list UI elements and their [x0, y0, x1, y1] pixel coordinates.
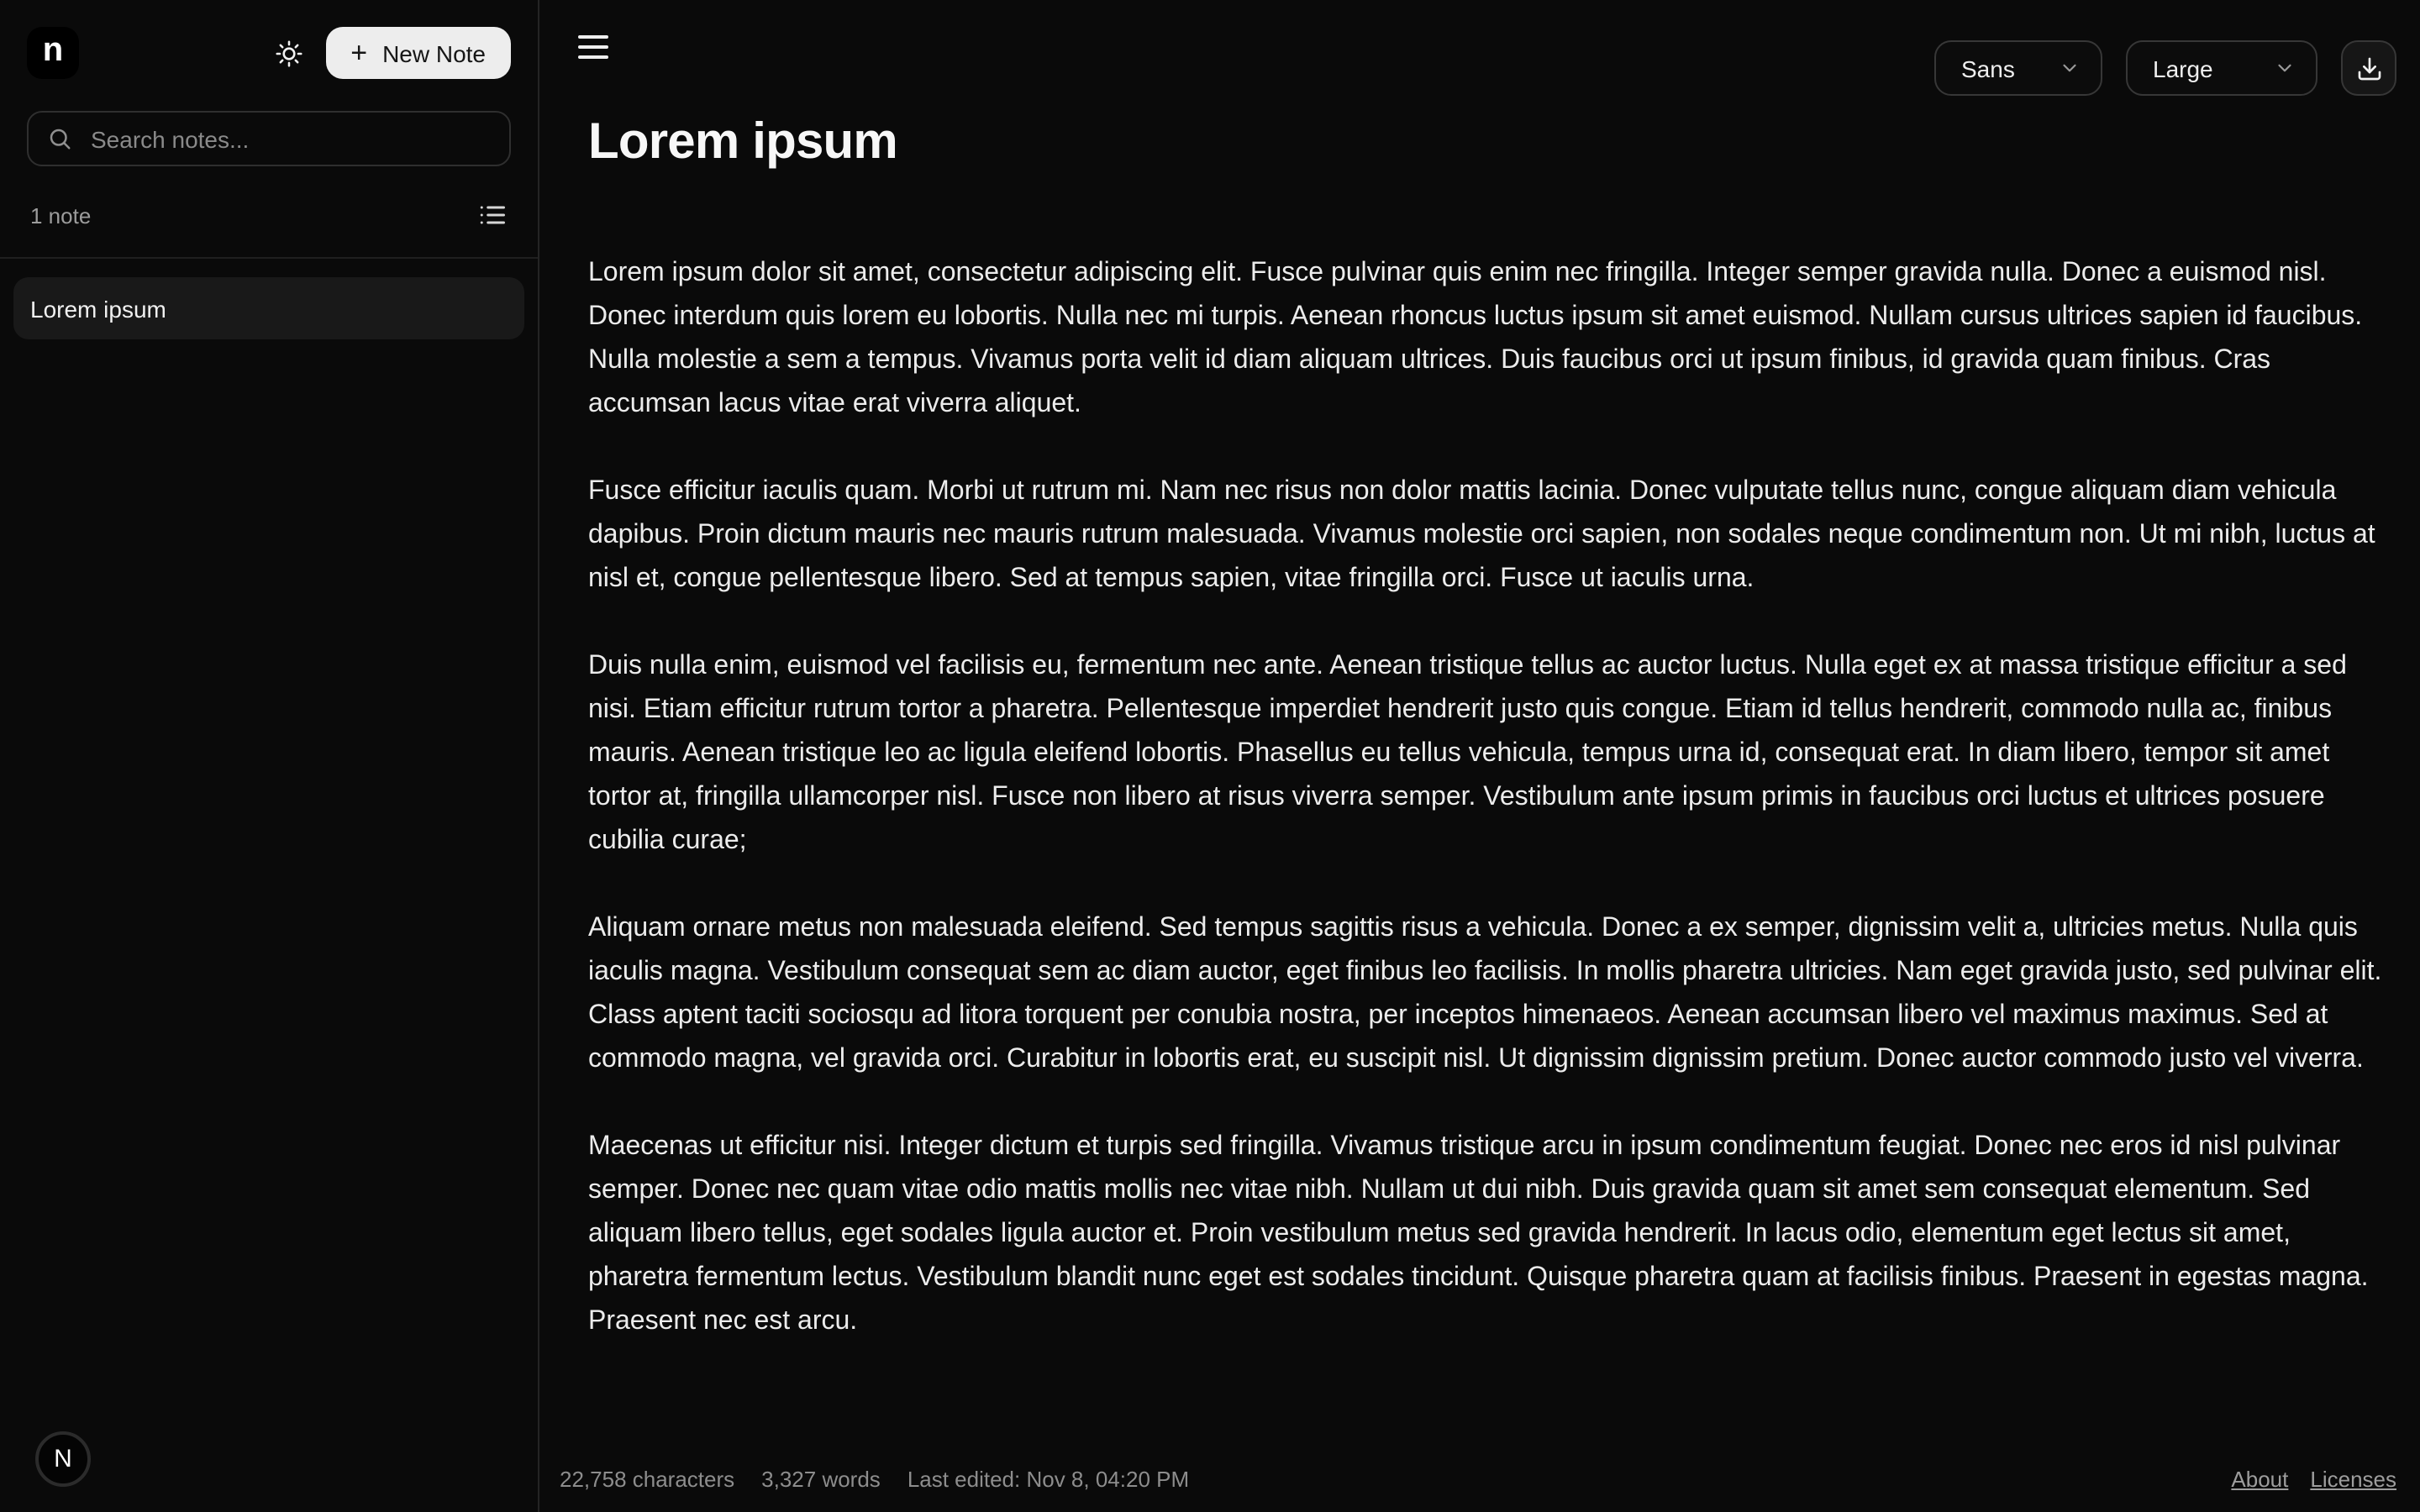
paragraph[interactable]: Aliquam ornare metus non malesuada eleifend. Sed tempus sagittis risus a vehicula. Donec a ex semper, dignissim velit a, ultricies metus. Nulla quis iaculis magna. Vestibulum consequat sem ac diam auctor, eget finibus leo facilisis. In mollis pharetra ultricies. Nam eget gravida justo, sed pulvinar elit. Class aptent taciti sociosqu ad litora torquent per conubia nostra, per inceptos himenaeos. Aenean accumsan libero vel maximus maximus. Sed at commodo magna, vel gravida orci. Curabitur in lobortis erat, eu suscipit nisl. Ut dignissim dignissim pretium. Donec auctor commodo justo vel viverra. [588, 914, 2382, 1074]
footer-logo-letter: N [54, 1445, 72, 1473]
search-input[interactable] [87, 123, 491, 154]
note-body [588, 252, 2388, 1344]
notes-meta-row [0, 166, 538, 230]
plus-icon: + [350, 36, 368, 68]
sidebar-footer [0, 1431, 538, 1512]
document-stats [560, 1467, 1189, 1492]
editor-toolbar [1934, 40, 2396, 96]
download-button[interactable] [2341, 40, 2396, 96]
font-size-select[interactable] [2126, 40, 2317, 96]
paragraph[interactable]: Maecenas ut efficitur nisi. Integer dictum et turpis sed fringilla. Vivamus tristique arcu in ipsum condimentum feugiat. Donec nec eros id nisl pulvinar semper. Donec nec quam vitae odio mattis mollis nec vitae nibh. Nullam ut dui nibh. Duis gravida quam sit amet sem consequat elementum. Sed aliquam libero tellus, eget sodales ligula auctor et. Proin vestibulum metus sed gravida hendrerit. In lacus odio, elementum eget lectus sit amet, pharetra fermentum lectus. Vestibulum blandit nunc eget est sodales tincidunt. Quisque pharetra quam at facilisis finibus. Praesent in egestas magna. Praesent nec est arcu. [588, 1132, 2369, 1336]
search-area [0, 79, 538, 166]
sidebar [0, 0, 539, 1512]
about-link[interactable]: About [2231, 1467, 2289, 1492]
word-count: 3,327 words [761, 1467, 881, 1492]
character-count: 22,758 characters [560, 1467, 735, 1492]
search-input-container [27, 111, 511, 166]
search-icon [47, 126, 72, 151]
editor-pane [539, 0, 2420, 1512]
font-family-select[interactable] [1934, 40, 2102, 96]
paragraph[interactable]: Lorem ipsum dolor sit amet, consectetur adipiscing elit. Fusce pulvinar quis enim nec fringilla. Integer semper gravida nulla. Donec a euismod nisl. Donec interdum quis lorem eu lobortis. Nulla nec mi turpis. Aenean rhoncus luctus ipsum sit amet euismod. Nullam cursus ultrices sapien id faucibus. Nulla molestie a sem a tempus. Vivamus porta velit id diam aliquam ultrices. Duis faucibus orci ut ipsum finibus, id gravida quam finibus. Cras accumsan lacus vitae erat viverra aliquet. [588, 259, 2363, 418]
chevron-down-icon [2274, 57, 2296, 79]
note-list-item[interactable] [13, 277, 524, 339]
note-title[interactable]: Lorem ipsum [588, 114, 897, 170]
notes-count: 1 note [30, 202, 92, 228]
paragraph[interactable]: Fusce efficitur iaculis quam. Morbi ut rutrum mi. Nam nec risus non dolor mattis lacinia. Donec vulputate tellus nunc, congue aliquam diam vehicula dapibus. Proin dictum mauris nec mauris rutrum malesuada. Vivamus molestie orci sapien, non sodales neque condimentum non. Ut mi nibh, luctus at nisl et, congue pellentesque libero. Sed at tempus sapien, vitae fringilla orci. Fusce ut iaculis urna. [588, 477, 2375, 593]
list-view-button[interactable] [477, 200, 508, 230]
font-family-value: Sans [1961, 55, 2015, 81]
list-icon [477, 200, 508, 230]
sidebar-header [0, 0, 538, 79]
font-size-value: Large [2153, 55, 2213, 81]
new-note-button[interactable] [325, 27, 511, 79]
editor-content[interactable] [588, 0, 2388, 1426]
last-edited: Last edited: Nov 8, 04:20 PM [907, 1467, 1190, 1492]
theme-toggle-button[interactable] [273, 38, 303, 68]
footer-logo-badge[interactable] [35, 1431, 91, 1487]
paragraph[interactable]: Duis nulla enim, euismod vel facilisis eu, fermentum nec ante. Aenean tristique tellus ac auctor luctus. Nulla eget ex at massa tristique efficitur a sed nisi. Etiam efficitur rutrum tortor a pharetra. Pellentesque imperdiet hendrerit justo quis congue. Etiam id tellus hendrerit, commodo nulla ac, finibus mauris. Aenean tristique leo ac ligula eleifend lobortis. Phasellus eu tellus vehicula, tempus urna id, consequat erat. In diam libero, tempor sit amet tortor at, fringilla ullamcorper nisl. Fusce non libero at risus viverra semper. Vestibulum ante ipsum primis in faucibus orci luctus et ultrices posuere cubilia curae; [588, 652, 2347, 855]
sun-icon [273, 38, 303, 68]
download-icon [2355, 55, 2382, 81]
new-note-label: New Note [382, 39, 486, 66]
footer-links [2231, 1467, 2396, 1492]
status-bar [539, 1446, 2420, 1512]
note-list [0, 259, 538, 339]
licenses-link[interactable]: Licenses [2310, 1467, 2396, 1492]
note-item-title: Lorem ipsum [30, 295, 166, 322]
chevron-down-icon [2059, 57, 2081, 79]
app-logo [27, 27, 79, 79]
sidebar-header-actions [273, 27, 511, 79]
app-logo-letter: n [42, 32, 64, 69]
